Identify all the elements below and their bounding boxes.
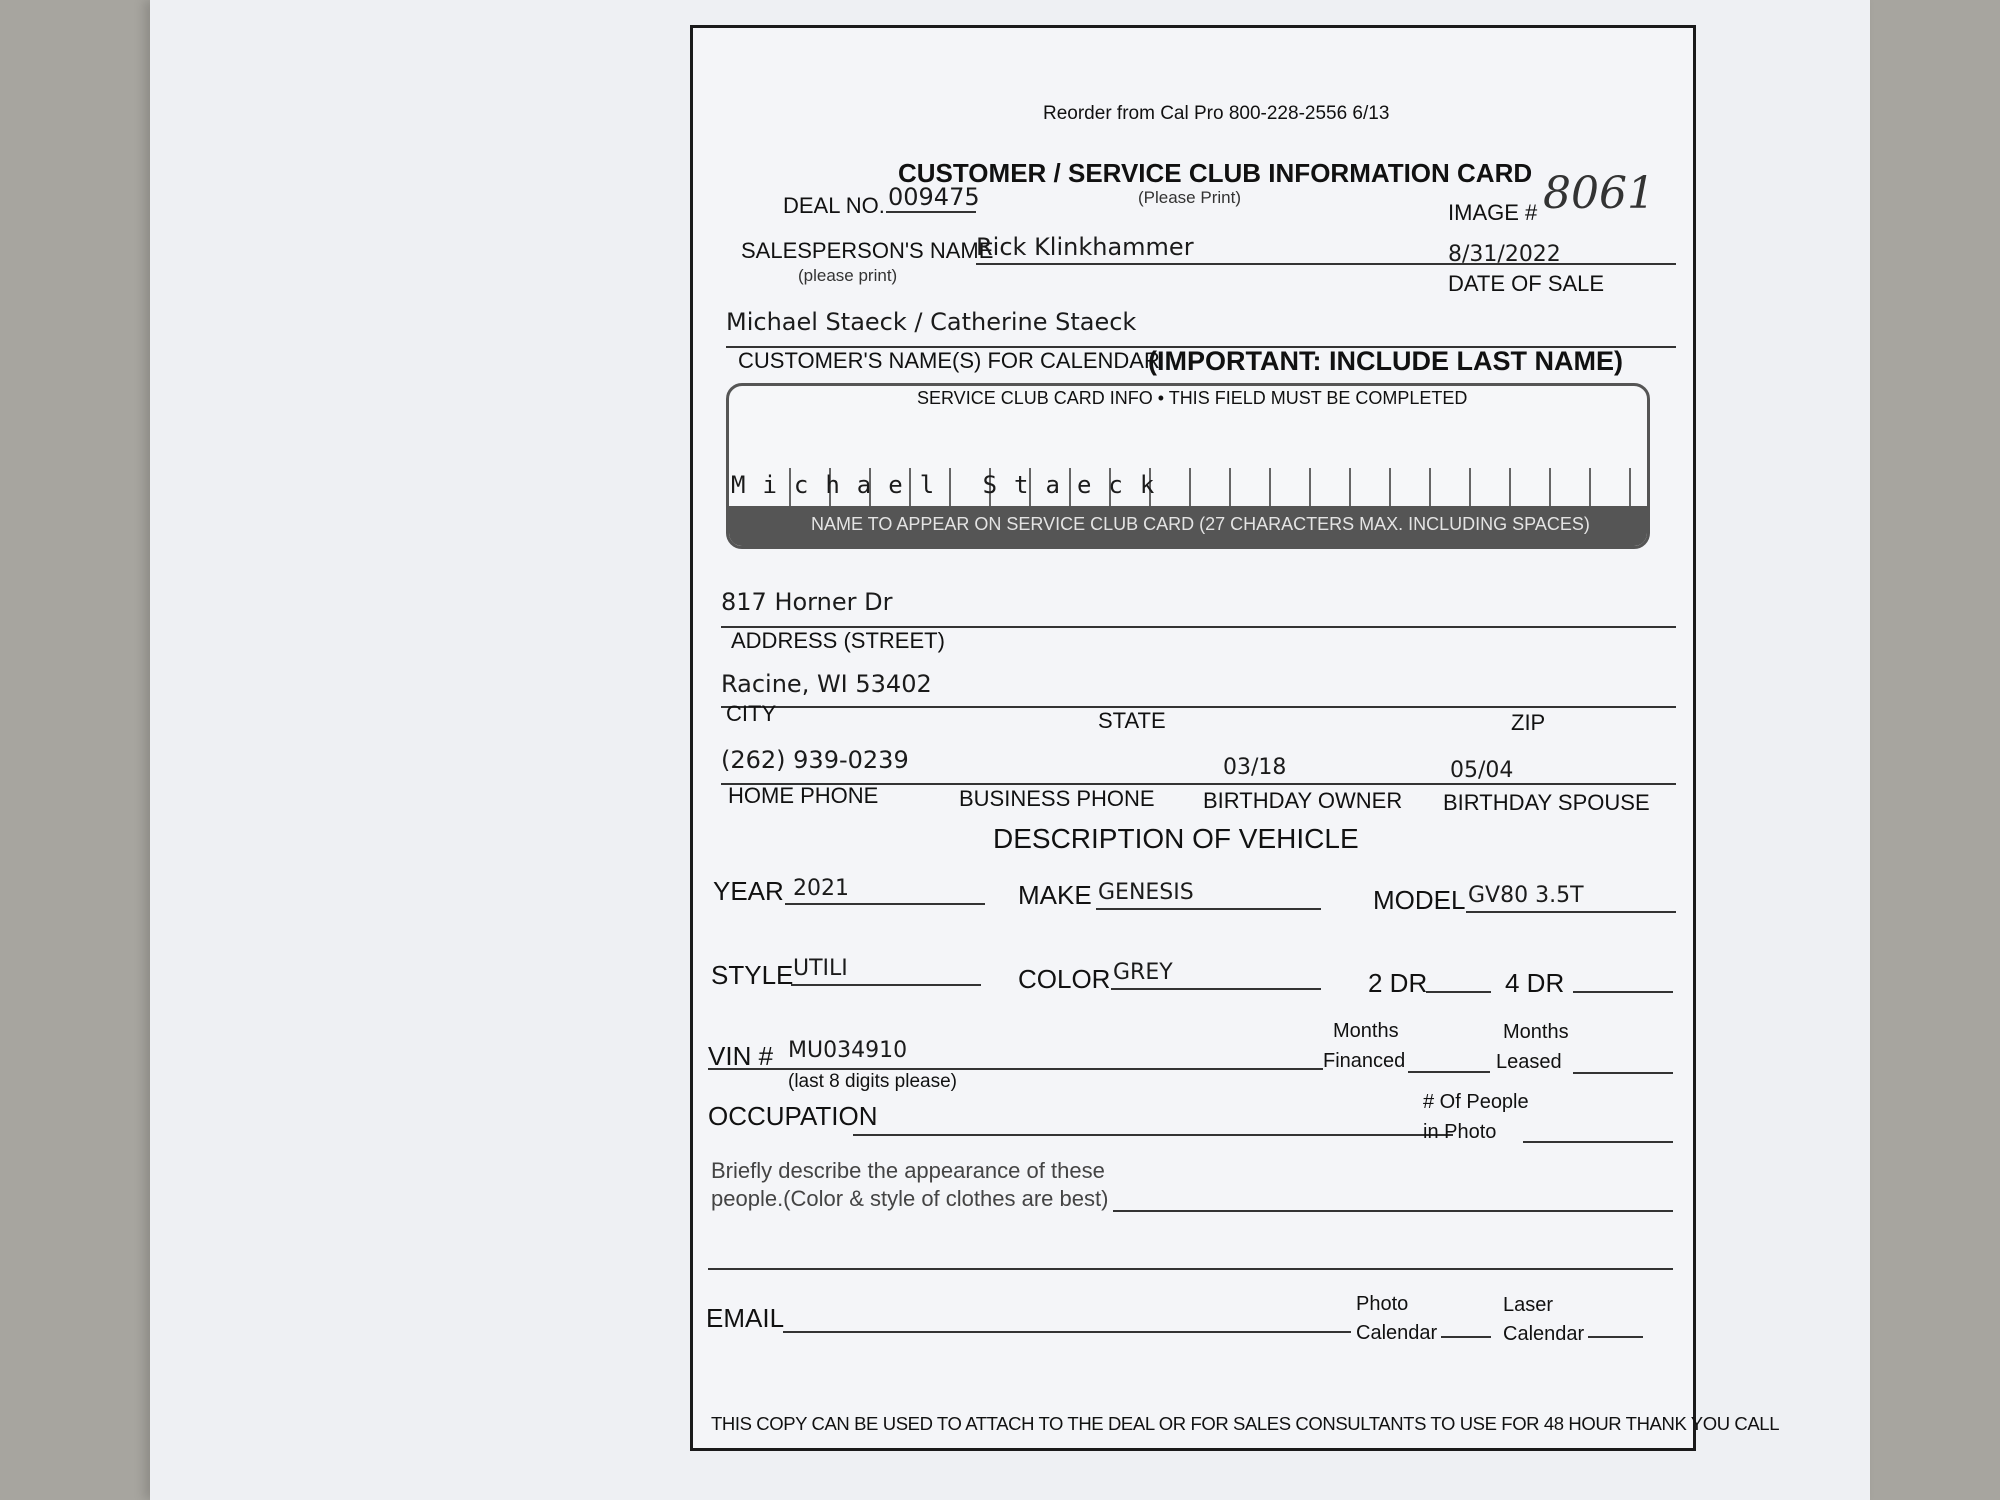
character-box-divider: [1229, 468, 1231, 506]
four-dr-label: 4 DR: [1505, 968, 1565, 998]
character-box-divider: [1269, 468, 1271, 506]
image-number: 8061: [1543, 168, 1655, 219]
image-label: IMAGE #: [1448, 200, 1538, 225]
reorder-text: Reorder from Cal Pro 800-228-2556 6/13: [1043, 103, 1390, 124]
deal-no-line: [886, 211, 976, 213]
vin-sub: (last 8 digits please): [788, 1071, 957, 1092]
customer-names-value: Michael Staeck / Catherine Staeck: [726, 308, 1137, 336]
character-box-divider: [1509, 468, 1511, 506]
photo-calendar-label: Calendar: [1356, 1322, 1438, 1344]
information-card: [690, 25, 1780, 1451]
character-box-divider: [1589, 468, 1591, 506]
four-dr-line: [1573, 991, 1673, 993]
character-box-divider: [1349, 468, 1351, 506]
style-line: [791, 984, 981, 986]
model-line: [1466, 911, 1676, 913]
leased-label: Leased: [1496, 1051, 1562, 1073]
business-phone-label: BUSINESS PHONE: [959, 786, 1155, 811]
service-club-footer: NAME TO APPEAR ON SERVICE CLUB CARD (27 CHARACTERS MAX. INCLUDING SPACES): [811, 514, 1590, 534]
make-label: MAKE: [1018, 880, 1092, 910]
customer-names-label: CUSTOMER'S NAME(S) FOR CALENDAR: [738, 348, 1160, 373]
service-club-footer-bar: [729, 506, 1647, 546]
character-box-divider: [1469, 468, 1471, 506]
character-box-divider: [1309, 468, 1311, 506]
photo-calendar-line: [1441, 1336, 1491, 1338]
vehicle-header: DESCRIPTION OF VEHICLE: [993, 823, 1359, 854]
character-box-divider: [1389, 468, 1391, 506]
birthday-spouse-label: BIRTHDAY SPOUSE: [1443, 790, 1650, 815]
year-label: YEAR: [713, 876, 784, 906]
laser-calendar-line: [1588, 1336, 1643, 1338]
character-box-divider: [1629, 468, 1631, 506]
style-value: UTILI: [793, 956, 848, 981]
people-label-1: # Of People: [1423, 1091, 1529, 1113]
paper-sheet: [150, 0, 1870, 1500]
please-print-note: (Please Print): [1138, 188, 1241, 207]
salesperson-value: Rick Klinkhammer: [976, 233, 1194, 261]
salesperson-line: [976, 263, 1676, 265]
laser-calendar-label: Calendar: [1503, 1323, 1585, 1345]
color-line: [1111, 988, 1321, 990]
city-value: Racine, WI 53402: [721, 670, 932, 698]
photo-label: Photo: [1356, 1293, 1409, 1315]
email-line: [783, 1331, 1351, 1333]
city-line: [721, 706, 1676, 708]
two-dr-label: 2 DR: [1368, 968, 1428, 998]
address-value: 817 Horner Dr: [721, 588, 893, 616]
deal-no-label: DEAL NO.: [783, 193, 885, 218]
birthday-owner-value: 03/18: [1223, 755, 1287, 780]
home-phone-value: (262) 939-0239: [721, 746, 909, 774]
year-line: [785, 903, 985, 905]
make-line: [1096, 908, 1321, 910]
birthday-spouse-value: 05/04: [1450, 758, 1514, 783]
describe-line-b: [708, 1268, 1673, 1270]
home-phone-label: HOME PHONE: [728, 783, 879, 808]
months-leased-label-1: Months: [1503, 1021, 1569, 1043]
occupation-label: OCCUPATION: [708, 1101, 878, 1131]
deal-no-value: 009475: [888, 183, 980, 211]
make-value: GENESIS: [1098, 880, 1194, 905]
people-label-2: in Photo: [1423, 1121, 1497, 1143]
describe-line-a: [1113, 1210, 1673, 1212]
email-label: EMAIL: [706, 1303, 785, 1333]
service-club-name: Michael Staeck: [731, 471, 1172, 499]
vin-label: VIN #: [708, 1041, 774, 1071]
financed-label: Financed: [1323, 1050, 1406, 1072]
people-line: [1523, 1141, 1673, 1143]
service-club-header: SERVICE CLUB CARD INFO • THIS FIELD MUST BE COMPLETED: [917, 388, 1468, 408]
model-label: MODEL: [1373, 885, 1466, 915]
date-of-sale-label: DATE OF SALE: [1448, 271, 1605, 296]
state-label: STATE: [1098, 708, 1166, 733]
model-value: GV80 3.5T: [1468, 883, 1584, 908]
color-label: COLOR: [1018, 964, 1111, 994]
footer-note: THIS COPY CAN BE USED TO ATTACH TO THE DEAL OR FOR SALES CONSULTANTS TO USE FOR 48 HOUR THANK YOU CALL: [711, 1413, 1780, 1434]
financed-line: [1408, 1071, 1490, 1073]
describe-line-2: people.(Color & style of clothes are best): [711, 1186, 1109, 1211]
year-value: 2021: [793, 876, 849, 901]
service-club-box: [726, 383, 1650, 549]
two-dr-line: [1426, 991, 1491, 993]
important-note: (IMPORTANT: INCLUDE LAST NAME): [1148, 346, 1623, 376]
months-financed-label-1: Months: [1333, 1020, 1399, 1042]
laser-label: Laser: [1503, 1294, 1554, 1316]
zip-label: ZIP: [1511, 710, 1546, 735]
occupation-line: [853, 1134, 1453, 1136]
style-label: STYLE: [711, 960, 794, 990]
vin-line: [708, 1068, 1323, 1070]
salesperson-label: SALESPERSON'S NAME: [741, 238, 994, 263]
leased-line: [1573, 1072, 1673, 1074]
color-value: GREY: [1113, 960, 1173, 985]
describe-line-1: Briefly describe the appearance of these: [711, 1158, 1105, 1183]
birthday-owner-label: BIRTHDAY OWNER: [1203, 788, 1403, 813]
date-of-sale-value: 8/31/2022: [1448, 242, 1561, 267]
vin-value: MU034910: [788, 1038, 908, 1063]
character-box-divider: [1429, 468, 1431, 506]
card-title: CUSTOMER / SERVICE CLUB INFORMATION CARD: [898, 158, 1533, 188]
address-label: ADDRESS (STREET): [731, 628, 945, 653]
character-box-divider: [1189, 468, 1191, 506]
salesperson-sub: (please print): [798, 266, 898, 285]
character-box-divider: [1549, 468, 1551, 506]
city-label: CITY: [726, 701, 777, 726]
